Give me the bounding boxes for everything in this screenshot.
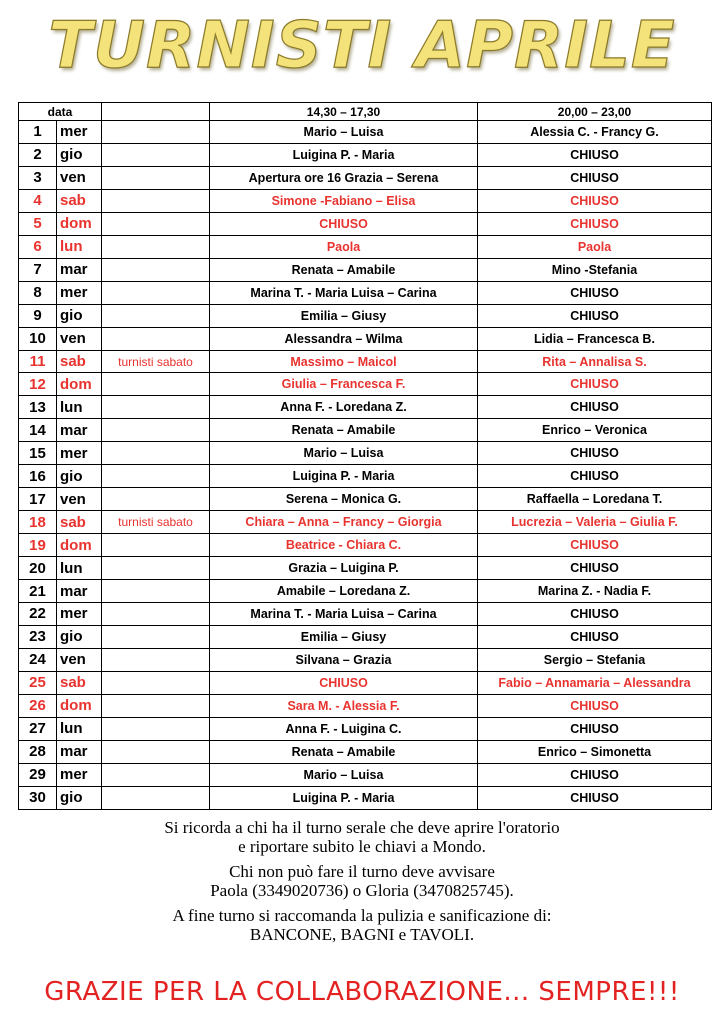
afternoon-shift-cell: Paola (210, 235, 478, 258)
table-row (19, 465, 712, 488)
evening-shift-cell: Rita – Annalisa S. (478, 350, 712, 373)
evening-shift-cell: CHIUSO (478, 442, 712, 465)
weekday-cell: mer (57, 442, 102, 465)
day-number-cell: 4 (19, 189, 57, 212)
evening-shift-cell: Lidia – Francesca B. (478, 327, 712, 350)
evening-shift-cell: Mino -Stefania (478, 258, 712, 281)
day-number-cell: 7 (19, 258, 57, 281)
afternoon-shift-cell: CHIUSO (210, 212, 478, 235)
table-row (19, 442, 712, 465)
evening-shift-cell: CHIUSO (478, 143, 712, 166)
note-cell: turnisti sabato (102, 511, 210, 534)
table-row (19, 740, 712, 763)
table-row (19, 648, 712, 671)
afternoon-shift-cell: CHIUSO (210, 671, 478, 694)
weekday-cell: gio (57, 786, 102, 809)
note-cell (102, 671, 210, 694)
afternoon-shift-cell: Renata – Amabile (210, 258, 478, 281)
weekday-cell: gio (57, 143, 102, 166)
table-row (19, 143, 712, 166)
afternoon-shift-cell: Anna F. - Luigina C. (210, 717, 478, 740)
afternoon-shift-cell: Mario – Luisa (210, 763, 478, 786)
note-paragraph (0, 906, 724, 944)
afternoon-shift-cell: Sara M. - Alessia F. (210, 694, 478, 717)
table-header-row (19, 103, 712, 121)
afternoon-shift-cell: Giulia – Francesca F. (210, 373, 478, 396)
weekday-cell: ven (57, 648, 102, 671)
note-cell (102, 557, 210, 580)
note-cell (102, 304, 210, 327)
evening-shift-cell: CHIUSO (478, 786, 712, 809)
weekday-cell: lun (57, 235, 102, 258)
day-number-cell: 29 (19, 763, 57, 786)
afternoon-shift-cell: Chiara – Anna – Francy – Giorgia (210, 511, 478, 534)
afternoon-shift-cell: Anna F. - Loredana Z. (210, 396, 478, 419)
note-cell (102, 603, 210, 626)
weekday-cell: ven (57, 488, 102, 511)
note-cell (102, 373, 210, 396)
evening-shift-cell: Alessia C. - Francy G. (478, 121, 712, 144)
day-number-cell: 27 (19, 717, 57, 740)
evening-shift-cell: CHIUSO (478, 281, 712, 304)
day-number-cell: 26 (19, 694, 57, 717)
header-shift-afternoon: 14,30 – 17,30 (210, 103, 478, 121)
table-row (19, 694, 712, 717)
evening-shift-cell: CHIUSO (478, 625, 712, 648)
evening-shift-cell: Lucrezia – Valeria – Giulia F. (478, 511, 712, 534)
weekday-cell: mer (57, 603, 102, 626)
thanks-banner: GRAZIE PER LA COLLABORAZIONE... SEMPRE!!! (44, 977, 680, 1007)
afternoon-shift-cell: Marina T. - Maria Luisa – Carina (210, 281, 478, 304)
table-row (19, 625, 712, 648)
afternoon-shift-cell: Massimo – Maicol (210, 350, 478, 373)
day-number-cell: 3 (19, 166, 57, 189)
weekday-cell: mar (57, 740, 102, 763)
day-number-cell: 23 (19, 625, 57, 648)
afternoon-shift-cell: Alessandra – Wilma (210, 327, 478, 350)
day-number-cell: 18 (19, 511, 57, 534)
table-row (19, 121, 712, 144)
schedule-table (18, 102, 712, 810)
table-row (19, 603, 712, 626)
day-number-cell: 14 (19, 419, 57, 442)
weekday-cell: mer (57, 281, 102, 304)
table-row (19, 373, 712, 396)
evening-shift-cell: CHIUSO (478, 166, 712, 189)
evening-shift-cell: Enrico – Simonetta (478, 740, 712, 763)
afternoon-shift-cell: Grazia – Luigina P. (210, 557, 478, 580)
table-row (19, 419, 712, 442)
evening-shift-cell: CHIUSO (478, 373, 712, 396)
table-row (19, 396, 712, 419)
evening-shift-cell: CHIUSO (478, 396, 712, 419)
table-row (19, 717, 712, 740)
table-row (19, 786, 712, 809)
day-number-cell: 20 (19, 557, 57, 580)
day-number-cell: 5 (19, 212, 57, 235)
evening-shift-cell: CHIUSO (478, 189, 712, 212)
note-cell (102, 625, 210, 648)
afternoon-shift-cell: Luigina P. - Maria (210, 143, 478, 166)
note-line: Si ricorda a chi ha il turno serale che deve aprire l'oratorio (164, 818, 560, 837)
afternoon-shift-cell: Luigina P. - Maria (210, 786, 478, 809)
day-number-cell: 21 (19, 580, 57, 603)
day-number-cell: 8 (19, 281, 57, 304)
table-row (19, 488, 712, 511)
note-cell (102, 258, 210, 281)
note-cell (102, 694, 210, 717)
weekday-cell: sab (57, 350, 102, 373)
table-row (19, 304, 712, 327)
weekday-cell: dom (57, 373, 102, 396)
note-cell (102, 121, 210, 144)
afternoon-shift-cell: Beatrice - Chiara C. (210, 534, 478, 557)
day-number-cell: 11 (19, 350, 57, 373)
note-cell (102, 648, 210, 671)
table-row (19, 235, 712, 258)
weekday-cell: mer (57, 763, 102, 786)
afternoon-shift-cell: Renata – Amabile (210, 740, 478, 763)
weekday-cell: sab (57, 511, 102, 534)
evening-shift-cell: CHIUSO (478, 763, 712, 786)
afternoon-shift-cell: Silvana – Grazia (210, 648, 478, 671)
note-cell (102, 442, 210, 465)
day-number-cell: 1 (19, 121, 57, 144)
day-number-cell: 19 (19, 534, 57, 557)
note-paragraph (0, 862, 724, 900)
note-line: Paola (3349020736) o Gloria (3470825745). (210, 881, 514, 900)
day-number-cell: 30 (19, 786, 57, 809)
evening-shift-cell: Raffaella – Loredana T. (478, 488, 712, 511)
afternoon-shift-cell: Apertura ore 16 Grazia – Serena (210, 166, 478, 189)
day-number-cell: 22 (19, 603, 57, 626)
weekday-cell: mar (57, 580, 102, 603)
weekday-cell: mer (57, 121, 102, 144)
afternoon-shift-cell: Renata – Amabile (210, 419, 478, 442)
afternoon-shift-cell: Emilia – Giusy (210, 625, 478, 648)
evening-shift-cell: CHIUSO (478, 212, 712, 235)
weekday-cell: ven (57, 327, 102, 350)
table-row (19, 258, 712, 281)
afternoon-shift-cell: Serena – Monica G. (210, 488, 478, 511)
weekday-cell: lun (57, 557, 102, 580)
weekday-cell: dom (57, 694, 102, 717)
note-line: e riportare subito le chiavi a Mondo. (238, 837, 486, 856)
note-line: A fine turno si raccomanda la pulizia e sanificazione di: (172, 906, 552, 925)
weekday-cell: gio (57, 625, 102, 648)
table-row (19, 511, 712, 534)
note-cell: turnisti sabato (102, 350, 210, 373)
weekday-cell: lun (57, 396, 102, 419)
day-number-cell: 12 (19, 373, 57, 396)
day-number-cell: 15 (19, 442, 57, 465)
note-cell (102, 212, 210, 235)
evening-shift-cell: Enrico – Veronica (478, 419, 712, 442)
table-row (19, 281, 712, 304)
day-number-cell: 17 (19, 488, 57, 511)
note-cell (102, 281, 210, 304)
note-cell (102, 327, 210, 350)
note-cell (102, 763, 210, 786)
table-row (19, 534, 712, 557)
day-number-cell: 6 (19, 235, 57, 258)
evening-shift-cell: CHIUSO (478, 603, 712, 626)
day-number-cell: 9 (19, 304, 57, 327)
evening-shift-cell: Paola (478, 235, 712, 258)
afternoon-shift-cell: Emilia – Giusy (210, 304, 478, 327)
note-cell (102, 580, 210, 603)
day-number-cell: 10 (19, 327, 57, 350)
note-cell (102, 534, 210, 557)
day-number-cell: 24 (19, 648, 57, 671)
note-cell (102, 189, 210, 212)
table-row (19, 557, 712, 580)
table-row (19, 189, 712, 212)
evening-shift-cell: Sergio – Stefania (478, 648, 712, 671)
table-row (19, 580, 712, 603)
note-cell (102, 465, 210, 488)
table-row (19, 166, 712, 189)
note-cell (102, 143, 210, 166)
schedule-body (19, 121, 712, 810)
note-cell (102, 786, 210, 809)
note-line: Chi non può fare il turno deve avvisare (229, 862, 495, 881)
evening-shift-cell: Fabio – Annamaria – Alessandra (478, 671, 712, 694)
day-number-cell: 2 (19, 143, 57, 166)
afternoon-shift-cell: Simone -Fabiano – Elisa (210, 189, 478, 212)
header-data: data (19, 103, 102, 121)
note-cell (102, 419, 210, 442)
afternoon-shift-cell: Marina T. - Maria Luisa – Carina (210, 603, 478, 626)
weekday-cell: dom (57, 534, 102, 557)
note-cell (102, 396, 210, 419)
table-row (19, 671, 712, 694)
table-row (19, 212, 712, 235)
afternoon-shift-cell: Luigina P. - Maria (210, 465, 478, 488)
weekday-cell: sab (57, 189, 102, 212)
note-cell (102, 740, 210, 763)
table-row (19, 763, 712, 786)
afternoon-shift-cell: Mario – Luisa (210, 442, 478, 465)
note-cell (102, 166, 210, 189)
notes-block (0, 818, 724, 950)
note-cell (102, 717, 210, 740)
note-paragraph (0, 818, 724, 856)
evening-shift-cell: CHIUSO (478, 534, 712, 557)
note-cell (102, 235, 210, 258)
day-number-cell: 28 (19, 740, 57, 763)
evening-shift-cell: CHIUSO (478, 694, 712, 717)
table-row (19, 327, 712, 350)
note-line: BANCONE, BAGNI e TAVOLI. (249, 925, 475, 944)
weekday-cell: mar (57, 258, 102, 281)
page-title: TURNISTI APRILE (48, 9, 676, 83)
header-shift-evening: 20,00 – 23,00 (478, 103, 712, 121)
afternoon-shift-cell: Mario – Luisa (210, 121, 478, 144)
evening-shift-cell: CHIUSO (478, 717, 712, 740)
weekday-cell: gio (57, 304, 102, 327)
day-number-cell: 25 (19, 671, 57, 694)
day-number-cell: 16 (19, 465, 57, 488)
weekday-cell: sab (57, 671, 102, 694)
weekday-cell: gio (57, 465, 102, 488)
evening-shift-cell: Marina Z. - Nadia F. (478, 580, 712, 603)
day-number-cell: 13 (19, 396, 57, 419)
weekday-cell: dom (57, 212, 102, 235)
afternoon-shift-cell: Amabile – Loredana Z. (210, 580, 478, 603)
weekday-cell: mar (57, 419, 102, 442)
weekday-cell: lun (57, 717, 102, 740)
evening-shift-cell: CHIUSO (478, 465, 712, 488)
weekday-cell: ven (57, 166, 102, 189)
note-cell (102, 488, 210, 511)
header-note (102, 103, 210, 121)
evening-shift-cell: CHIUSO (478, 557, 712, 580)
table-row (19, 350, 712, 373)
evening-shift-cell: CHIUSO (478, 304, 712, 327)
